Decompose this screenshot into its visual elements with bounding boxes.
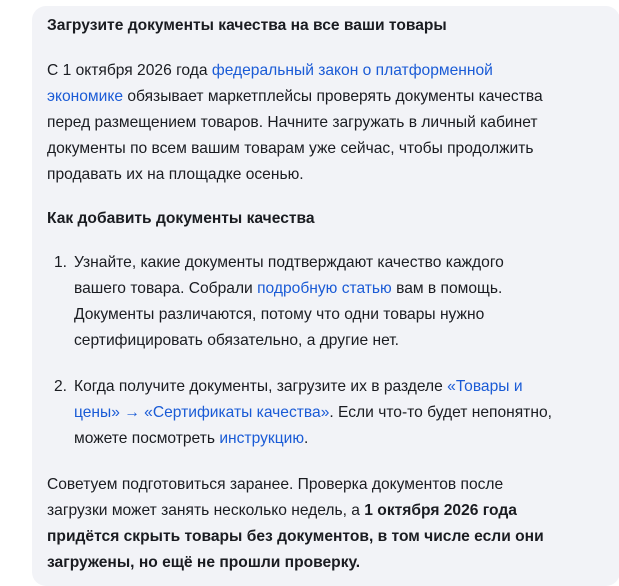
intro-line-3: перед размещением товаров. Начните загружать в личный кабинет xyxy=(47,114,538,131)
intro-line-2 xyxy=(47,84,602,110)
intro-paragraph xyxy=(47,58,602,188)
intro-text-2: обязывает маркетплейсы проверять документы качества xyxy=(123,88,543,105)
section-subtitle: Как добавить документы качества xyxy=(47,210,315,227)
step1-line-4: сертифицировать обязательно, а другие нет. xyxy=(74,332,400,349)
step1-text-after: вам в помощь. xyxy=(391,280,503,297)
step2-text: Когда получите документы, загрузите их в разделе xyxy=(74,378,448,395)
advice-warning-line-1: придётся скрыть товары без документов, в том числе если они xyxy=(47,528,544,545)
step1-line-3: Документы различаются, потому что одни товары нужно xyxy=(74,306,485,323)
advice-line-2 xyxy=(47,498,602,524)
step-item-2 xyxy=(47,374,602,452)
step2-text-end: . xyxy=(304,430,309,447)
step2-text-3: можете посмотреть xyxy=(74,430,220,447)
advice-warning-line-2: загружены, но ещё не прошли проверку. xyxy=(47,554,361,571)
advice-line-1: Советуем подготовиться заранее. Проверка документов после xyxy=(47,476,504,493)
step-item-1 xyxy=(47,250,602,354)
step2-line-2 xyxy=(74,400,602,426)
advice-paragraph xyxy=(47,472,602,576)
step1-text: вашего товара. Собрали xyxy=(74,280,258,297)
deadline-date: 1 октября 2026 года xyxy=(364,502,517,519)
step2-text-after: . Если что-то будет непонятно, xyxy=(329,404,552,421)
products-prices-link-part-1[interactable]: «Товары и xyxy=(447,378,523,395)
federal-law-link-part-1[interactable]: федеральный закон о платформенной xyxy=(211,62,493,79)
step1-line-2 xyxy=(74,276,602,302)
step1-line-1: Узнайте, какие документы подтверждают качество каждого xyxy=(74,254,504,271)
federal-law-link-part-2[interactable]: экономике xyxy=(47,88,124,105)
intro-text-1: С 1 октября 2026 года xyxy=(47,62,212,79)
message-title: Загрузите документы качества на все ваши товары xyxy=(47,17,447,34)
step-number-1: 1. xyxy=(54,254,68,271)
instruction-link[interactable]: инструкцию xyxy=(219,430,305,447)
advice-text: загрузки может занять несколько недель, а xyxy=(47,502,365,519)
step2-line-1 xyxy=(74,374,602,400)
products-prices-link-part-2[interactable]: цены» → «Сертификаты качества» xyxy=(74,404,330,421)
step-number-2: 2. xyxy=(54,378,68,395)
intro-line-5: продавать их на площадке осенью. xyxy=(47,166,304,183)
intro-line-1 xyxy=(47,58,602,84)
intro-line-4: документы по всем вашим товарам уже сейчас, чтобы продолжить xyxy=(47,140,534,157)
steps-list xyxy=(47,250,602,452)
message-content xyxy=(47,10,602,576)
step2-line-3 xyxy=(74,426,602,452)
detailed-article-link[interactable]: подробную статью xyxy=(257,280,392,297)
